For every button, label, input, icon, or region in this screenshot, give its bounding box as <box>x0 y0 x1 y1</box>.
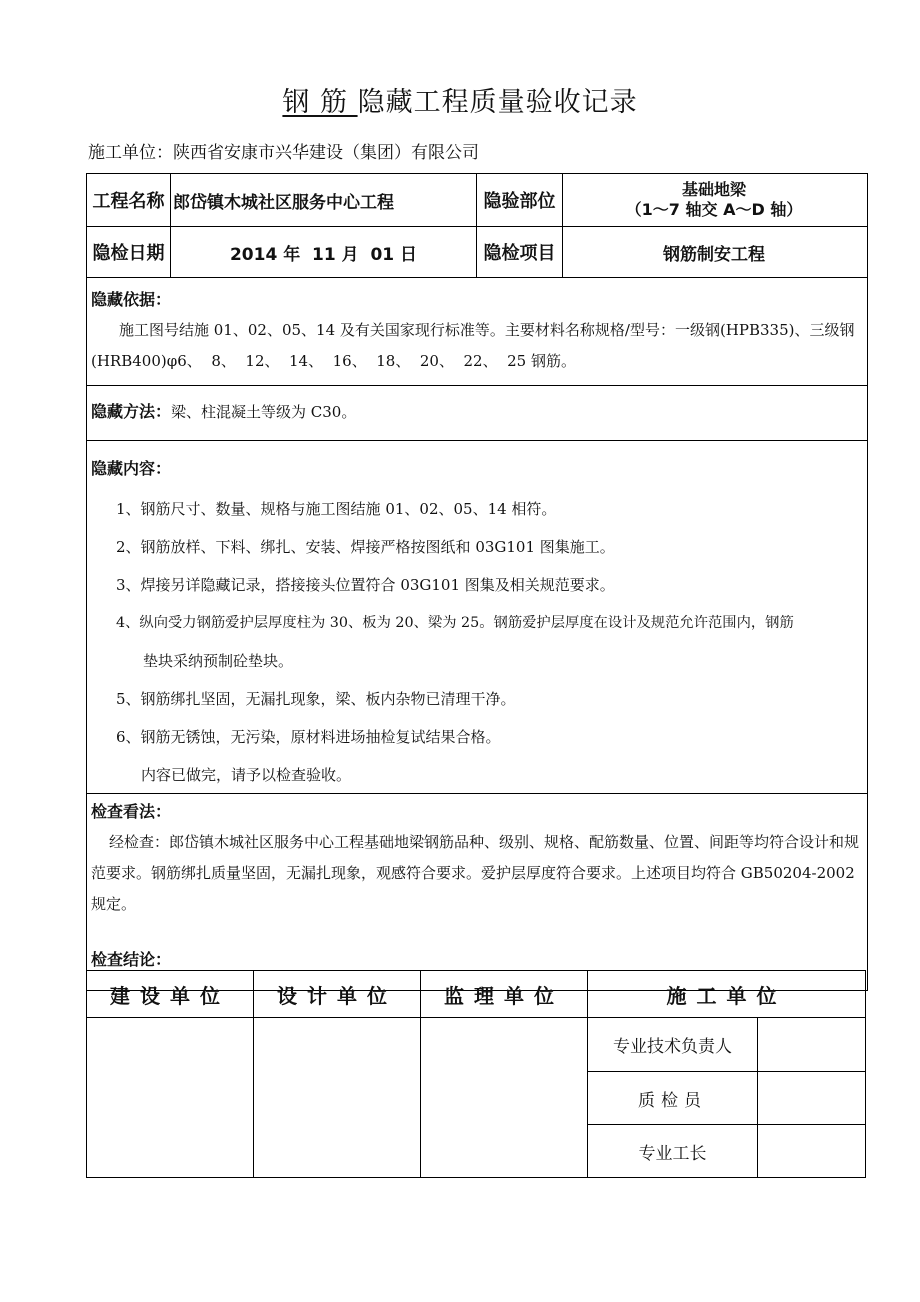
contractor-row-foreman <box>588 1125 865 1178</box>
content-item-4-cont: 垫块采纳预制砼垫块。 <box>143 652 294 670</box>
role-foreman: 专业工长 <box>588 1125 758 1178</box>
header-owner: 建设单位 <box>87 971 254 1017</box>
header-designer: 设计单位 <box>254 971 421 1017</box>
inspect-location-label: 隐验部位 <box>477 174 563 226</box>
basis-heading: 隐藏依据： <box>91 290 172 309</box>
inspect-date-value: 2014 年 11 月 01 日 <box>171 227 477 277</box>
supervisor-signature-area <box>421 1018 588 1178</box>
construction-unit-line <box>88 138 479 163</box>
content-row <box>87 441 867 794</box>
title-rest: 隐藏工程质量验收记录 <box>357 87 638 118</box>
role-foreman-sign <box>758 1125 865 1178</box>
role-qc: 质检员 <box>588 1072 758 1125</box>
content-item-3: 3、焊接另详隐藏记录，搭接接头位置符合 03G101 图集及相关规范要求。 <box>116 576 615 594</box>
contractor-row-qc <box>588 1072 865 1126</box>
signature-body <box>87 1018 865 1178</box>
inspect-location-line1: 基础地梁 <box>681 180 746 199</box>
check-row <box>87 794 867 990</box>
info-row-1 <box>87 174 867 227</box>
designer-signature-area <box>254 1018 421 1178</box>
method-section <box>87 386 867 440</box>
owner-signature-area <box>87 1018 254 1178</box>
content-heading: 隐藏内容： <box>91 459 172 478</box>
construction-unit-value: 陕西省安康市兴华建设（集团）有限公司 <box>173 143 479 163</box>
inspect-item-value: 钢筋制安工程 <box>663 244 765 265</box>
basis-section <box>87 278 867 385</box>
content-item-4: 4、纵向受力钢筋爱护层厚度柱为 30、板为 20、梁为 25。钢筋爱护层厚度在设计及规范允许范围内，钢筋 <box>116 615 794 631</box>
basis-text: 施工图号结施 01、02、05、14 及有关国家现行标准等。主要材料名称规格/型号：一级钢(HPB335)、三级钢(HRB400)φ6、 8、 12、 14、 16、 18、 20、 22、 25 钢筋。 <box>91 321 855 370</box>
project-name-value: 郎岱镇木城社区服务中心工程 <box>171 174 477 226</box>
header-contractor: 施工单位 <box>666 983 787 1008</box>
check-section <box>87 794 867 990</box>
inspect-location-line2: （1～7 轴交 A～D 轴） <box>625 200 803 219</box>
signature-table <box>86 970 866 1178</box>
content-item-2: 2、钢筋放样、下料、绑扎、安装、焊接严格按图纸和 03G101 图集施工。 <box>116 538 615 556</box>
content-section <box>87 441 867 793</box>
content-item-1: 1、钢筋尺寸、数量、规格与施工图结施 01、02、05、14 相符。 <box>116 500 557 518</box>
role-tech-lead: 专业技术负责人 <box>588 1018 758 1071</box>
contractor-row-tech <box>588 1018 865 1072</box>
contractor-signature-area <box>588 1018 865 1178</box>
role-tech-lead-sign <box>758 1018 865 1071</box>
header-supervisor: 监理单位 <box>421 971 588 1017</box>
content-item-6: 6、钢筋无锈蚀，无污染，原材料进场抽检复试结果合格。 <box>116 728 501 746</box>
signature-header <box>87 971 865 1018</box>
construction-unit-label: 施工单位： <box>88 143 173 163</box>
content-item-5: 5、钢筋绑扎坚固，无漏扎现象，梁、板内杂物已清理干净。 <box>116 690 516 708</box>
check-opinion-heading: 检查看法： <box>91 802 172 821</box>
method-heading: 隐藏方法： <box>91 402 172 421</box>
inspect-item-label: 隐检项目 <box>477 227 563 277</box>
method-text: 梁、柱混凝土等级为 C30。 <box>171 403 357 421</box>
role-qc-sign <box>758 1072 865 1125</box>
conclusion-heading: 检查结论： <box>91 950 172 969</box>
info-row-2 <box>87 227 867 278</box>
inspect-date-label: 隐检日期 <box>87 227 171 277</box>
basis-row <box>87 278 867 386</box>
page-title <box>0 80 920 119</box>
inspection-table <box>86 173 868 991</box>
title-underlined: 钢 筋 <box>282 87 358 118</box>
check-opinion-text: 经检查：郎岱镇木城社区服务中心工程基础地梁钢筋品种、级别、规格、配筋数量、位置、间距等均符合设计和规范要求。钢筋绑扎质量坚固，无漏扎现象，观感符合要求。爱护层厚度符合要求。上述项目均符合 GB50204-2002 规定。 <box>91 833 860 913</box>
project-name-label: 工程名称 <box>87 174 171 226</box>
inspect-location-value <box>563 174 865 226</box>
content-closing: 内容已做完，请予以检查验收。 <box>141 766 352 784</box>
method-row <box>87 386 867 441</box>
